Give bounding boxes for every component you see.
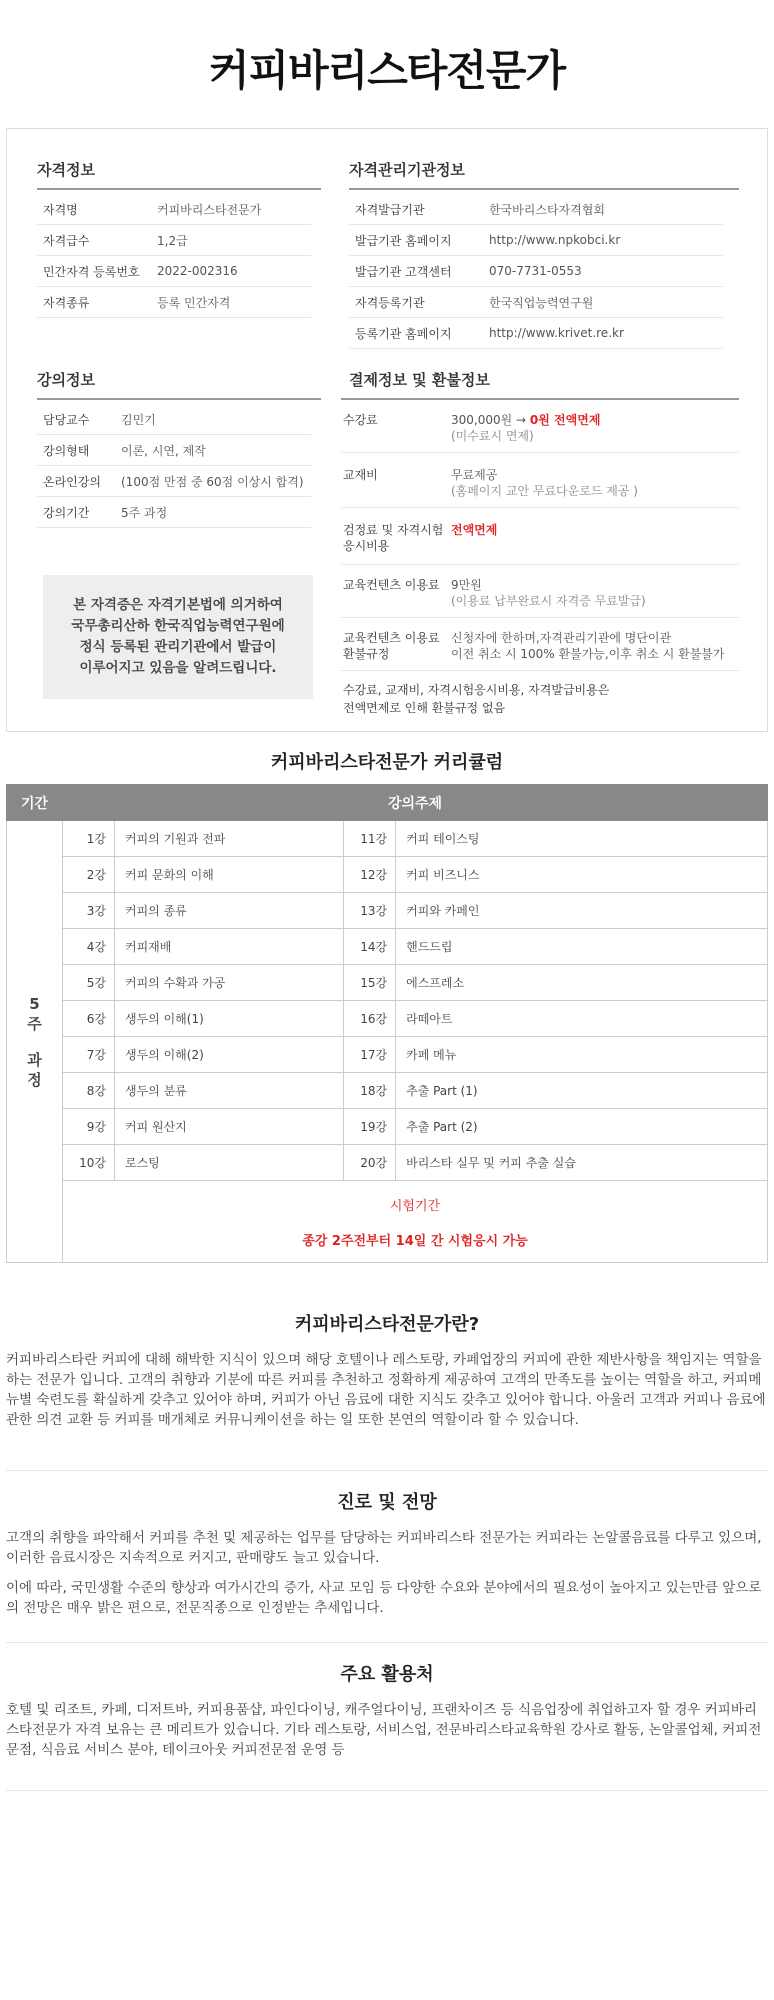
payment-info-title: 결제정보 및 환불정보 bbox=[341, 369, 739, 400]
header-period: 기간 bbox=[7, 785, 63, 821]
exam-fee-row: 검정료 및 자격시험 응시비용 전액면제 bbox=[341, 508, 739, 565]
lecture-info-title: 강의정보 bbox=[37, 369, 321, 400]
material-row: 교재비 무료제공 (홈페이지 교안 무료다운로드 제공 ) bbox=[341, 453, 739, 508]
lecture-row: 강의형태 이론, 시연, 제작 bbox=[37, 435, 311, 466]
exam-period-row bbox=[7, 1181, 768, 1263]
period-cell: 5 주 과 정 bbox=[7, 821, 63, 1263]
divider bbox=[6, 1642, 768, 1643]
org-row: 발급기관 고객센터 070-7731-0553 bbox=[349, 256, 723, 287]
payment-info-section bbox=[341, 369, 739, 717]
usage-body: 호텔 및 리조트, 카페, 디저트바, 커피용품샵, 파인다이닝, 캐주얼다이닝, 프랜차이즈 등 식음업장에 취업하고자 할 경우 커피바리스타전문가 자격 보유는 큰 메리트가 있습니다. 기타 레스토랑, 서비스업, 전문바리스타교육학원 강사로 활동, 논알콜업체, 커피전문점, 식음료 서비스 분야, 테이크아웃 커피전문점 운영 등 bbox=[6, 1702, 762, 1758]
usage-title: 주요 활용처 bbox=[340, 1664, 434, 1685]
about-body: 커피바리스타란 커피에 대해 해박한 지식이 있으며 해당 호텔이나 레스토랑, 카페업장의 커피에 관한 제반사항을 책임지는 역할을 하는 전문가 입니다. 고객의 취향과 기분에 따른 커피를 추천하고 정확하게 제공하여 고객의 만족도를 높이는 역할을 하고, 커피메뉴별 숙련도를 확실하게 갖추고 있어야 하며, 커피가 아닌 음료에 대한 지식도 갖추고 있어야 합니다. 아울러 고객과 커피나 음료에 관한 의견 교환 등 커피를 매개체로 커뮤니케이션을 하는 일 또한 본연의 역할이라 할 수 있습니다. bbox=[6, 1352, 766, 1428]
table-row: 7강 생두의 이해(2) 17강 카페 메뉴 bbox=[7, 1037, 768, 1073]
qual-row: 자격명 커피바리스타전문가 bbox=[37, 194, 311, 225]
refund-row: 교육컨텐츠 이용료 환불규정 신청자에 한하며,자격관리기관에 명단이관 이전 취소 시 100% 환불가능,이후 취소 시 환불불가 bbox=[341, 618, 739, 671]
curriculum-title: 커피바리스타전문가 커리큘럼 bbox=[270, 752, 504, 773]
exam-period-title: 시험기간 bbox=[389, 1198, 441, 1214]
divider bbox=[6, 1790, 768, 1791]
refund-footer: 수강료, 교재비, 자격시험응시비용, 자격발급비용은 전액면제로 인해 환불규정 없음 bbox=[343, 683, 610, 715]
qual-info-title: 자격정보 bbox=[37, 159, 321, 190]
page-title: 커피바리스타전문가 bbox=[208, 46, 566, 95]
table-row: 2강 커피 문화의 이해 12강 커피 비즈니스 bbox=[7, 857, 768, 893]
lecture-row: 온라인강의 (100점 만점 중 60점 이상시 합격) bbox=[37, 466, 311, 497]
table-row: 3강 커피의 종류 13강 커피와 카페인 bbox=[7, 893, 768, 929]
org-row: 자격등록기관 한국직업능력연구원 bbox=[349, 287, 723, 318]
qual-row: 자격급수 1,2급 bbox=[37, 225, 311, 256]
lecture-info-section bbox=[37, 369, 321, 528]
header-topic: 강의주제 bbox=[63, 785, 768, 821]
lecture-row: 강의기간 5주 과정 bbox=[37, 497, 311, 528]
qual-row: 민간자격 등록번호 2022-002316 bbox=[37, 256, 311, 287]
legal-notice: 본 자격증은 자격기본법에 의거하여 국무총리산하 한국직업능력연구원에 정식 등록된 관리기관에서 발급이 이루어지고 있음을 알려드립니다. bbox=[43, 575, 313, 699]
table-row: 5강 커피의 수확과 가공 15강 에스프레소 bbox=[7, 965, 768, 1001]
info-box bbox=[6, 128, 768, 732]
career-title: 진로 및 전망 bbox=[337, 1492, 437, 1513]
about-title: 커피바리스타전문가란? bbox=[294, 1314, 480, 1335]
table-row: 9강 커피 원산지 19강 추출 Part (2) bbox=[7, 1109, 768, 1145]
org-row: 등록기관 홈페이지 http://www.krivet.re.kr bbox=[349, 318, 723, 349]
usage-section bbox=[6, 1660, 768, 1770]
org-row: 발급기관 홈페이지 http://www.npkobci.kr bbox=[349, 225, 723, 256]
org-info-title: 자격관리기관정보 bbox=[349, 159, 739, 190]
career-body-1: 고객의 취향을 파악해서 커피를 추천 및 제공하는 업무를 담당하는 커피바리스타 전문가는 커피라는 논알콜음료를 다루고 있으며, 이러한 음료시장은 지속적으로 커지고, 판매량도 늘고 있습니다. bbox=[6, 1530, 762, 1566]
table-row: 4강 커피재배 14강 핸드드립 bbox=[7, 929, 768, 965]
career-section bbox=[6, 1488, 768, 1628]
table-row: 5 주 과 정 1강 커피의 기원과 전파 11강 커피 테이스팅 bbox=[7, 821, 768, 857]
org-info-section bbox=[349, 159, 739, 349]
qual-info-section bbox=[37, 159, 321, 318]
fee-row: 수강료 300,000원 → 0원 전액면제 (미수료시 면제) bbox=[341, 404, 739, 453]
career-body-2: 이에 따라, 국민생활 수준의 향상과 여가시간의 증가, 사교 모임 등 다양한 수요와 분야에서의 필요성이 높아지고 있는만큼 앞으로의 전망은 매우 밝은 편으로, 전문직종으로 인정받는 추세입니다. bbox=[6, 1580, 762, 1616]
qual-row: 자격종류 등록 민간자격 bbox=[37, 287, 311, 318]
divider bbox=[6, 1470, 768, 1471]
table-row: 8강 생두의 분류 18강 추출 Part (1) bbox=[7, 1073, 768, 1109]
content-fee-row: 교육컨텐츠 이용료 9만원 (이용료 납부완료시 자격증 무료발급) bbox=[341, 565, 739, 618]
table-row: 10강 로스팅 20강 바리스타 실무 및 커피 추출 실습 bbox=[7, 1145, 768, 1181]
org-row: 자격발급기관 한국바리스타자격협회 bbox=[349, 194, 723, 225]
curriculum-table bbox=[6, 784, 768, 1263]
about-section bbox=[6, 1310, 768, 1440]
table-row: 6강 생두의 이해(1) 16강 라떼아트 bbox=[7, 1001, 768, 1037]
exam-period-cell bbox=[63, 1181, 768, 1263]
lecture-row: 담당교수 김민기 bbox=[37, 404, 311, 435]
exam-period-desc: 종강 2주전부터 14일 간 시험응시 가능 bbox=[302, 1233, 528, 1249]
